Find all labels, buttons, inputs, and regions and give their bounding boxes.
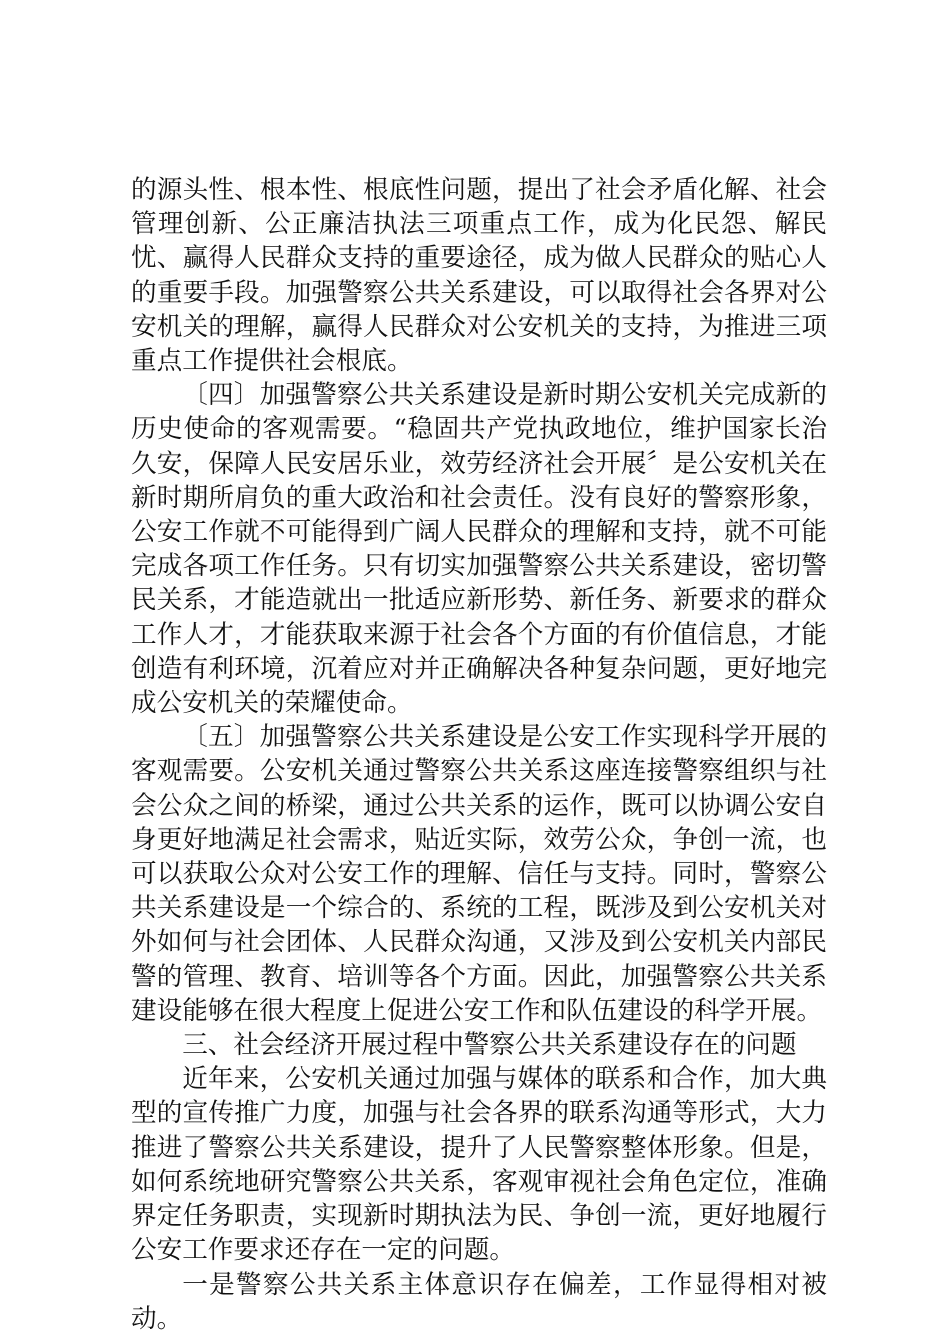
paragraph-continuation: 的源头性、根本性、根底性问题，提出了社会矛盾化解、社会管理创新、公正廉洁执法三项重点工作，成为化民怨、解民忧、赢得人民群众支持的重要途径，成为做人民群众的贴心人的重要手段。加强警察公共关系建设，可以取得社会各界对公安机关的理解，赢得人民群众对公安机关的支持，为推进三项重点工作提供社会根底。 (131, 175, 827, 377)
section-heading-three: 三、社会经济开展过程中警察公共关系建设存在的问题 (182, 1030, 797, 1061)
paragraph-first-issue: 一是警察公共关系主体意识存在偏差，工作显得相对被动。 (131, 1269, 827, 1334)
paragraph-recent-years: 近年来，公安机关通过加强与媒体的联系和合作，加大典型的宣传推广力度，加强与社会各界的联系沟通等形式，大力推进了警察公共关系建设，提升了人民警察整体形象。但是，如何系统地研究警察公共关系，客观审视社会角色定位，准确界定任务职责，实现新时期执法为民、争创一流，更好地履行公安工作要求还存在一定的问题。 (131, 1064, 827, 1266)
paragraph-section-four: 〔四〕加强警察公共关系建设是新时期公安机关完成新的历史使命的客观需要。“稳固共产党执政地位，维护国家长治久安，保障人民安居乐业，效劳经济社会开展〞是公安机关在新时期所肩负的重大政治和社会责任。没有良好的警察形象，公安工作就不可能得到广阔人民群众的理解和支持，就不可能完成各项工作任务。只有切实加强警察公共关系建设，密切警民关系，才能造就出一批适应新形势、新任务、新要求的群众工作人才，才能获取来源于社会各个方面的有价值信息，才能创造有利环境，沉着应对并正确解决各种复杂问题，更好地完成公安机关的荣耀使命。 (131, 380, 827, 719)
paragraph-section-five: 〔五〕加强警察公共关系建设是公安工作实现科学开展的客观需要。公安机关通过警察公共关系这座连接警察组织与社会公众之间的桥梁，通过公共关系的运作，既可以协调公安自身更好地满足社会需求，贴近实际，效劳公众，争创一流，也可以获取公众对公安工作的理解、信任与支持。同时，警察公共关系建设是一个综合的、系统的工程，既涉及到公安机关对外如何与社会团体、人民群众沟通，又涉及到公安机关内部民警的管理、教育、培训等各个方面。因此，加强警察公共关系建设能够在很大程度上促进公安工作和队伍建设的科学开展。 (131, 722, 827, 1026)
document-body (131, 173, 827, 1336)
